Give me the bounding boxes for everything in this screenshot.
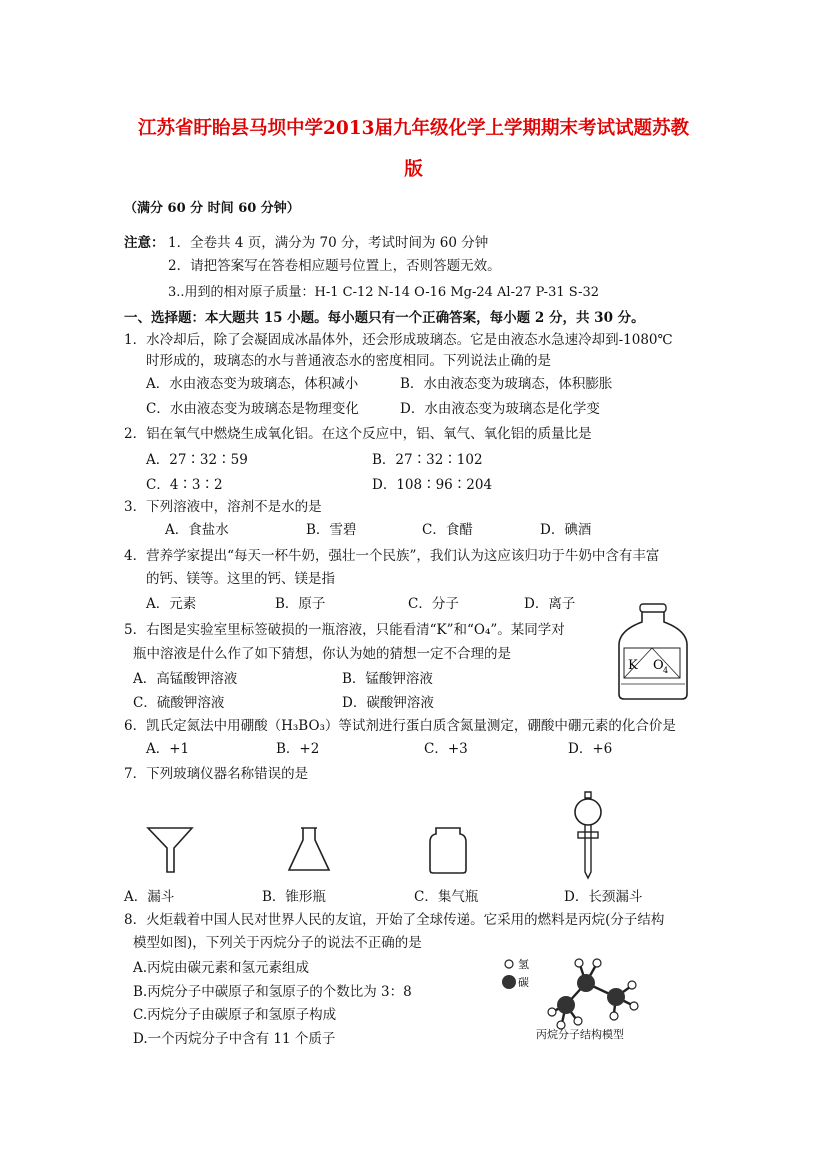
q6-option-b: B．+2 [276,741,320,757]
q3-option-a: A．食盐水 [165,522,229,538]
section-1-heading: 一、选择题：本大题共 15 小题。每小题只有一个正确答案，每小题 2 分，共 30 分。 [124,310,645,326]
q5-option-c: C．硫酸钾溶液 [133,695,225,711]
q4-option-b: B．原子 [275,596,326,612]
q2-option-c: C．4∶3∶2 [146,477,223,493]
question-7-line-1: 7．下列玻璃仪器名称错误的是 [124,766,309,782]
q6-option-a: A．+1 [146,741,190,757]
q1-option-d: D．水由液态变为玻璃态是化学变 [400,401,600,417]
q8-option-c: C.丙烷分子由碳原子和氢原子构成 [133,1007,337,1023]
bottle-neck [619,612,687,699]
question-5-line-1: 5．右图是实验室里标签破损的一瓶溶液，只能看清“K”和“O₄”。某同学对 [124,622,565,638]
title-line-1: 江苏省盱眙县马坝中学2013届九年级化学上学期期末考试试题苏教 [138,118,689,139]
q1-option-b: B．水由液态变为玻璃态，体积膨胀 [400,376,613,392]
funnel-cone [148,828,192,872]
question-6-line-1: 6．凯氏定氮法中用硼酸（H₃BO₃）等试剂进行蛋白质含氮量测定，硼酸中硼元素的化合价是 [124,718,676,734]
bottle-label-subscript: 4 [663,666,669,675]
q7-option-c: C．集气瓶 [414,889,479,905]
gas-jar-figure [428,826,468,876]
flask-body [289,828,329,870]
funnel-stopper [585,792,591,798]
question-3-line-1: 3．下列溶液中，溶剂不是水的是 [124,499,322,515]
q2-option-d: D．108∶96∶204 [372,477,493,493]
funnel-stopcock [578,832,598,838]
note-3: 3..用到的相对原子质量：H-1 C-12 N-14 O-16 Mg-24 Al-27 P-31 S-32 [168,285,600,300]
q4-option-c: C．分子 [408,596,459,612]
reagent-bottle-figure [612,602,694,702]
bottle-stopper [640,604,666,612]
q6-option-d: D．+6 [568,741,613,757]
title-line-2: 版 [404,159,423,180]
note-1: 1．全卷共 4 页，满分为 70 分，考试时间为 60 分钟 [168,235,489,251]
bottle-label-o: O [653,658,664,673]
legend-hydrogen-label: 氢 [518,958,529,971]
bottle-label-k: K [628,658,638,673]
q7-option-d: D．长颈漏斗 [564,889,643,905]
q2-option-a: A．27∶32∶59 [146,452,248,468]
q3-option-b: B．雪碧 [306,522,357,538]
q4-option-d: D．离子 [524,596,576,612]
notes-label: 注意： [124,235,165,251]
q1-option-a: A．水由液态变为玻璃态，体积减小 [146,376,359,392]
legend-hydrogen-atom [505,960,513,968]
q7-option-a: A．漏斗 [124,889,175,905]
q4-option-a: A．元素 [146,596,197,612]
propane-model-caption: 丙烷分子结构模型 [536,1028,624,1041]
q7-option-b: B．锥形瓶 [262,889,326,905]
q1-option-c: C．水由液态变为玻璃态是物理变化 [146,401,359,417]
q5-option-a: A．高锰酸钾溶液 [133,671,238,687]
question-4-line-1: 4．营养学家提出“每天一杯牛奶，强壮一个民族”，我们认为这应该归功于牛奶中含有丰富 [124,548,660,564]
funnel-figure [145,826,195,876]
q3-option-c: C．食醋 [422,522,473,538]
q8-option-b: B.丙烷分子中碳原子和氢原子的个数比为 3：8 [133,984,412,1000]
question-2-line-1: 2．铝在氧气中燃烧生成氧化铝。在这个反应中，铝、氧气、氧化铝的质量比是 [124,426,592,442]
question-8-line-1: 8．火炬载着中国人民对世界人民的友谊，开始了全球传递。它采用的燃料是丙烷(分子结构 [124,912,665,928]
q8-option-a: A.丙烷由碳元素和氢元素组成 [133,960,310,976]
legend-carbon-label: 碳 [518,976,529,989]
separatory-funnel-figure [568,790,608,880]
note-2: 2．请把答案写在答卷相应题号位置上，否则答题无效。 [168,258,501,274]
q5-option-b: B．锰酸钾溶液 [342,671,433,687]
q8-option-d: D.一个丙烷分子中含有 11 个质子 [133,1031,336,1047]
question-8-line-2: 模型如图)，下列关于丙烷分子的说法不正确的是 [133,935,422,951]
question-4-line-2: 的钙、镁等。这里的钙、镁是指 [146,571,335,587]
funnel-bulb [575,799,601,825]
q5-option-d: D．碳酸钾溶液 [342,695,434,711]
gas-jar-body [430,828,466,873]
q6-option-c: C．+3 [424,741,468,757]
legend-carbon-atom [502,975,516,989]
conical-flask-figure [286,826,332,874]
score-time: （满分 60 分 时间 60 分钟） [124,201,300,216]
question-1-line-2: 时形成的，玻璃态的水与普通液态水的密度相同。下列说法止确的是 [146,353,551,369]
question-1-line-1: 1．水冷却后，除了会凝固成冰晶体外，还会形成玻璃态。它是由液态水急速冷却到-1080℃ [124,332,673,348]
q2-option-b: B．27∶32∶102 [372,452,483,468]
q3-option-d: D．碘酒 [540,522,592,538]
question-5-line-2: 瓶中溶液是什么作了如下猜想，你认为她的猜想一定不合理的是 [133,646,511,662]
